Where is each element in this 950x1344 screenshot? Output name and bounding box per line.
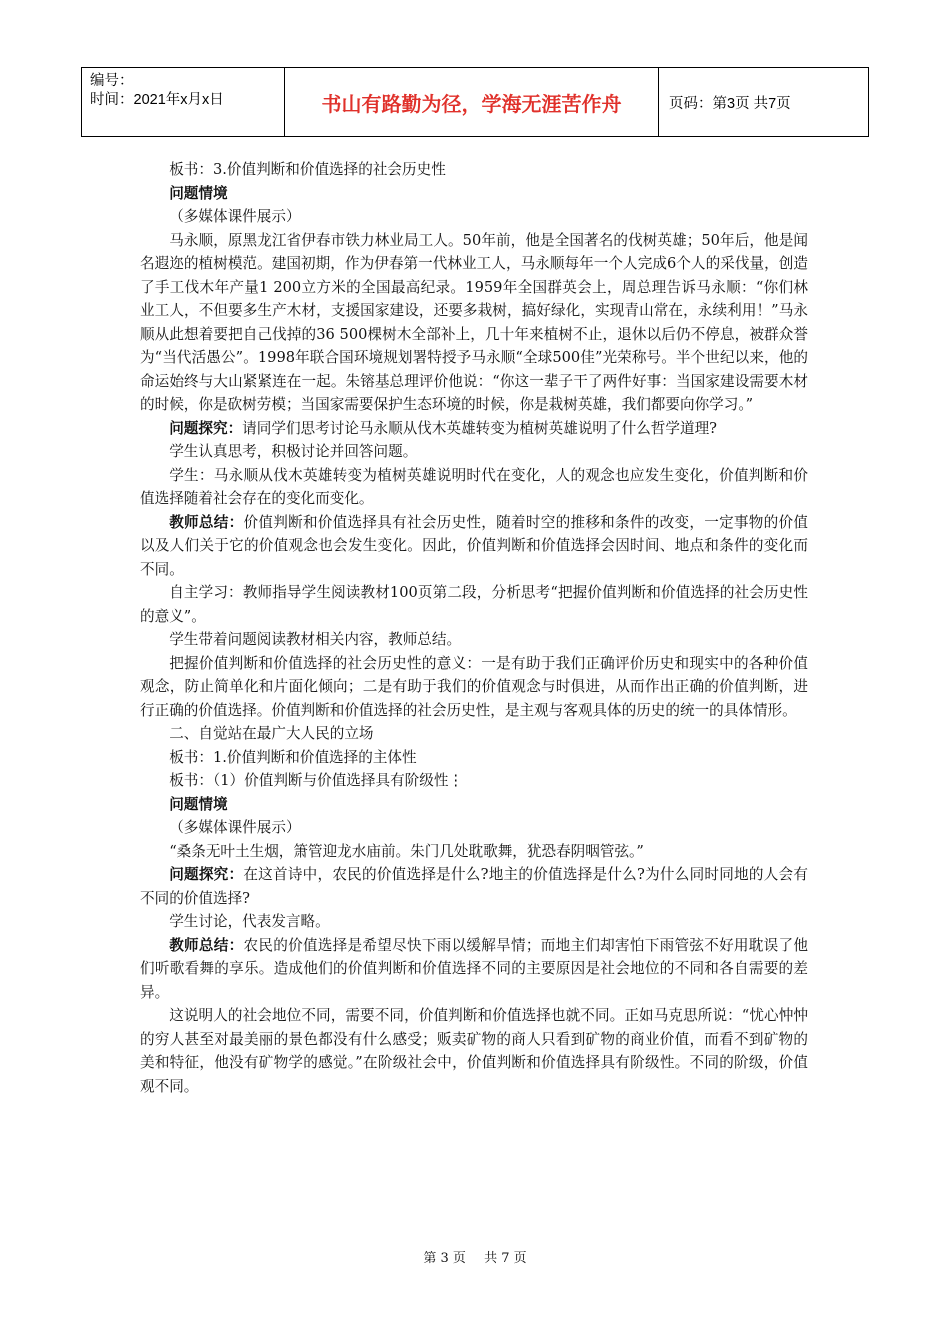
header-page-info: 页码：第3页 共7页 — [669, 95, 791, 112]
paragraph: 问题探究：请同学们思考讨论马永顺从伐木英雄转变为植树英雄说明了什么哲学道理? — [169, 419, 717, 437]
paragraph: 学生：马永顺从伐木英雄转变为植树英雄说明时代在变化，人的观念也应发生变化，价值判断和价值选择随着社会存在的变化而变化。 — [140, 466, 808, 507]
page-header — [81, 67, 869, 137]
time-label: 时间：2021年x月x日 — [90, 92, 224, 108]
header-meta — [82, 68, 285, 136]
paragraph: 这说明人的社会地位不同，需要不同，价值判断和价值选择也就不同。正如马克思所说：“忧心忡忡的穷人甚至对最美丽的景色都没有什么感受；贩卖矿物的商人只看到矿物的商业价值，而看不到矿物的美和特征，他没有矿物学的感觉。”在阶级社会中，价值判断和价值选择具有阶级性。不同的阶级，价值观不同。 — [140, 1007, 808, 1095]
paragraph: （多媒体课件展示） — [169, 819, 301, 836]
header-motto: 书山有路勤为径，学海无涯苦作舟 — [285, 68, 659, 136]
footer-page-total: 共 7 页 — [484, 1251, 527, 1266]
paragraph: 教师总结：价值判断和价值选择具有社会历史性，随着时空的推移和条件的改变，一定事物的价值以及人们关于它的价值观念也会发生变化。因此，价值判断和价值选择会因时间、地点和条件的变化而不同。 — [140, 513, 808, 578]
paragraph: 板书：（1）价值判断与价值选择具有阶级性⋮ — [169, 772, 464, 789]
inline-label: 教师总结： — [169, 513, 244, 531]
paragraph: 把握价值判断和价值选择的社会历史性的意义：一是有助于我们正确评价历史和现实中的各种价值观念，防止简单化和片面化倾向；二是有助于我们的价值观念与时俱进，从而作出正确的价值判断，进行正确的价值选择。价值判断和价值选择的社会历史性，是主观与客观具体的历史的统一的具体情形。 — [140, 654, 808, 719]
inline-label: 问题探究： — [169, 419, 243, 437]
document-body — [140, 158, 808, 1098]
paragraph: 学生讨论，代表发言略。 — [169, 913, 330, 930]
paragraph: 马永顺，原黑龙江省伊春市铁力林业局工人。50年前，他是全国著名的伐树英雄；50年后，他是闻名遐迩的植树模范。建国初期，作为伊春第一代林业工人，马永顺每年一个人完成6个人的采伐量，创造了手工伐木年产量1 200立方米的全国最高纪录。1959年全国群英会上，周总理告诉马永顺：“你们林业工人，不但要多生产木材，支援国家建设，还要多栽树，搞好绿化，实现青山常在，永续利用！”马永顺从此想着要把自己伐掉的36 500棵树木全部补上，几十年来植树不止，退休以后仍不停息，被群众誉为“当代活愚公”。1998年联合国环境规划署特授予马永顺“全球500佳”光荣称号。半个世纪以来，他的命运始终与大山紧紧连在一起。朱镕基总理评价他说：“你这一辈子干了两件好事：当国家建设需要木材的时候，你是砍树劳模；当国家需要保护生态环境的时候，你是栽树英雄，我们都要向你学习。” — [140, 231, 808, 413]
paragraph: 板书：3.价值判断和价值选择的社会历史性 — [169, 161, 446, 178]
paragraph: 自主学习：教师指导学生阅读教材100页第二段，分析思考“把握价值判断和价值选择的社会历史性的意义”。 — [140, 584, 808, 625]
inline-label: 问题探究： — [169, 866, 244, 883]
paragraph: 教师总结：农民的价值选择是希望尽快下雨以缓解旱情；而地主们却害怕下雨管弦不好用耽误了他们听歌看舞的享乐。造成他们的价值判断和价值选择不同的主要原因是社会地位的不同和各自需要的差异。 — [140, 936, 808, 1001]
paragraph: 学生带着问题阅读教材相关内容，教师总结。 — [169, 631, 462, 648]
section-label: 问题情境 — [169, 795, 228, 813]
number-label: 编号： — [90, 73, 134, 89]
paragraph: 板书：1.价值判断和价值选择的主体性 — [169, 748, 417, 766]
paragraph: 问题探究：在这首诗中，农民的价值选择是什么?地主的价值选择是什么?为什么同时同地的人会有不同的价值选择? — [140, 866, 808, 907]
paragraph — [140, 182, 808, 206]
paragraph: （多媒体课件展示） — [169, 208, 301, 225]
paragraph: “桑条无叶土生烟，箫管迎龙水庙前。朱门几处耽歌舞，犹恐春阴咽管弦。” — [169, 842, 644, 860]
paragraph: 二、自觉站在最广大人民的立场 — [169, 725, 374, 742]
page-footer — [0, 1247, 950, 1266]
paragraph — [140, 793, 808, 817]
footer-page-num: 第 3 页 — [423, 1251, 466, 1266]
paragraph: 学生认真思考，积极讨论并回答问题。 — [169, 443, 418, 460]
inline-label: 教师总结： — [169, 936, 244, 954]
section-label: 问题情境 — [169, 184, 228, 202]
